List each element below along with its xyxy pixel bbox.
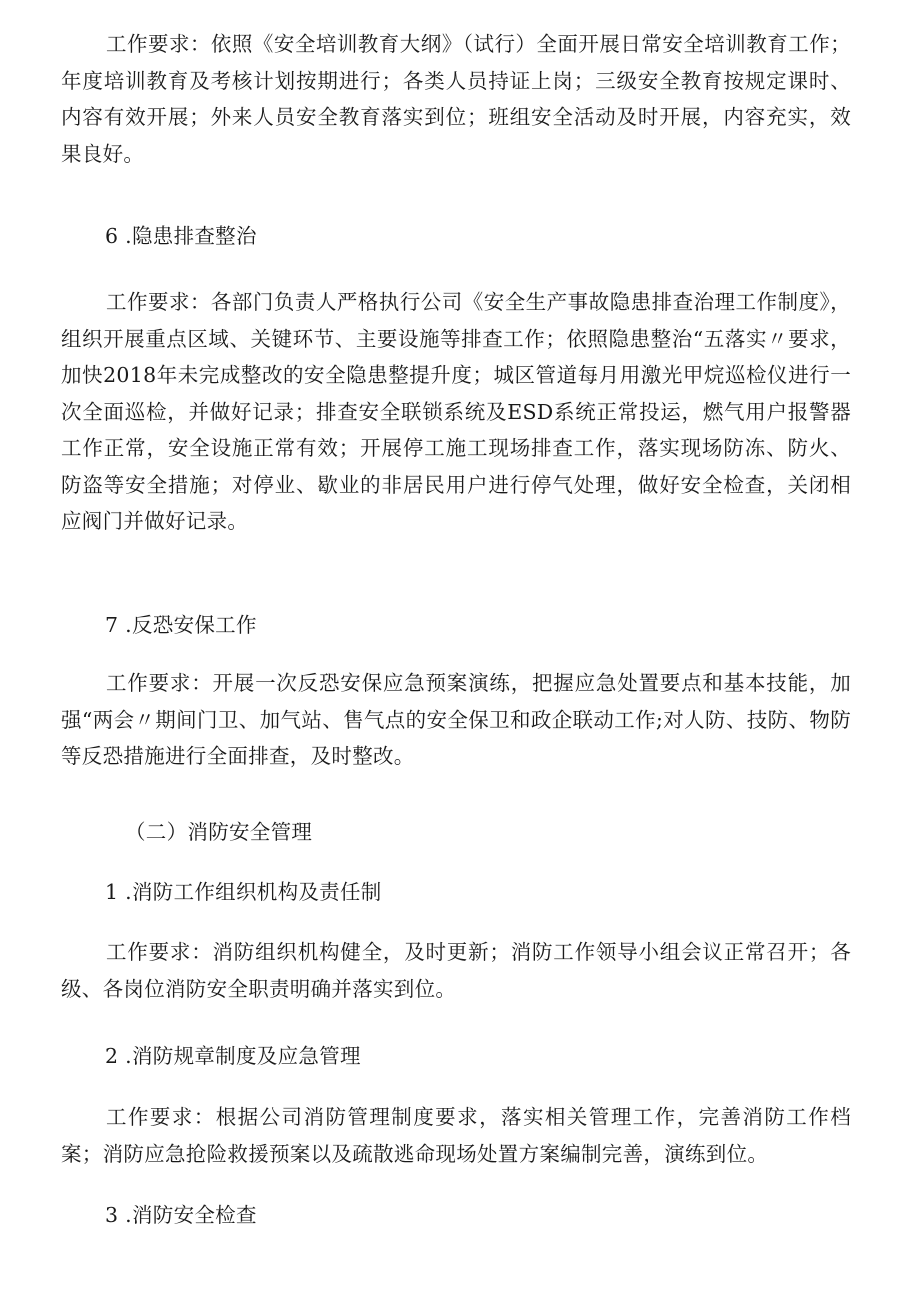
heading-fire-organization: 1 .消防工作组织机构及责任制 <box>105 880 382 904</box>
heading-anti-terror-security: 7 .反恐安保工作 <box>105 613 257 637</box>
paragraph-fire-regulations-requirements: 工作要求：根据公司消防管理制度要求，落实相关管理工作，完善消防工作档案；消防应急抢险救援预案以及疏散逃命现场处置方案编制完善，演练到位。 <box>61 1105 851 1166</box>
heading-fire-regulations: 2 .消防规章制度及应急管理 <box>105 1044 361 1068</box>
heading-hazard-inspection: 6 .隐患排查整治 <box>105 224 257 248</box>
paragraph-anti-terror-requirements: 工作要求：开展一次反恐安保应急预案演练，把握应急处置要点和基本技能，加强“两会〃期间门卫、加气站、售气点的安全保卫和政企联动工作;对人防、技防、物防等反恐措施进行全面排查，及时整改。 <box>61 671 851 768</box>
paragraph-hazard-requirements: 工作要求：各部门负责人严格执行公司《安全生产事故隐患排查治理工作制度》，组织开展重点区域、关键环节、主要设施等排查工作；依照隐患整治“五落实〃要求，加快2018年未完成整改的安全隐患整提升度；城区管道每月用激光甲烷巡检仪进行一次全面巡检，并做好记录；排查安全联锁系统及ESD系统正常投运，燃气用户报警器工作正常，安全设施正常有效；开展停工施工现场排查工作，落实现场防冻、防火、防盗等安全措施；对停业、歇业的非居民用户进行停气处理，做好安全检查，关闭相应阀门并做好记录。 <box>61 290 851 533</box>
paragraph-fire-organization-requirements: 工作要求：消防组织机构健全，及时更新；消防工作领导小组会议正常召开；各级、各岗位消防安全职责明确并落实到位。 <box>61 940 851 1001</box>
heading-fire-inspection: 3 .消防安全检查 <box>105 1203 257 1227</box>
paragraph-training-requirements: 工作要求：依照《安全培训教育大纲》（试行）全面开展日常安全培训教育工作；年度培训教育及考核计划按期进行；各类人员持证上岗；三级安全教育按规定课时、内容有效开展；外来人员安全教育落实到位；班组安全活动及时开展，内容充实，效果良好。 <box>61 32 851 166</box>
section-fire-safety-management: （二）消防安全管理 <box>125 820 313 844</box>
